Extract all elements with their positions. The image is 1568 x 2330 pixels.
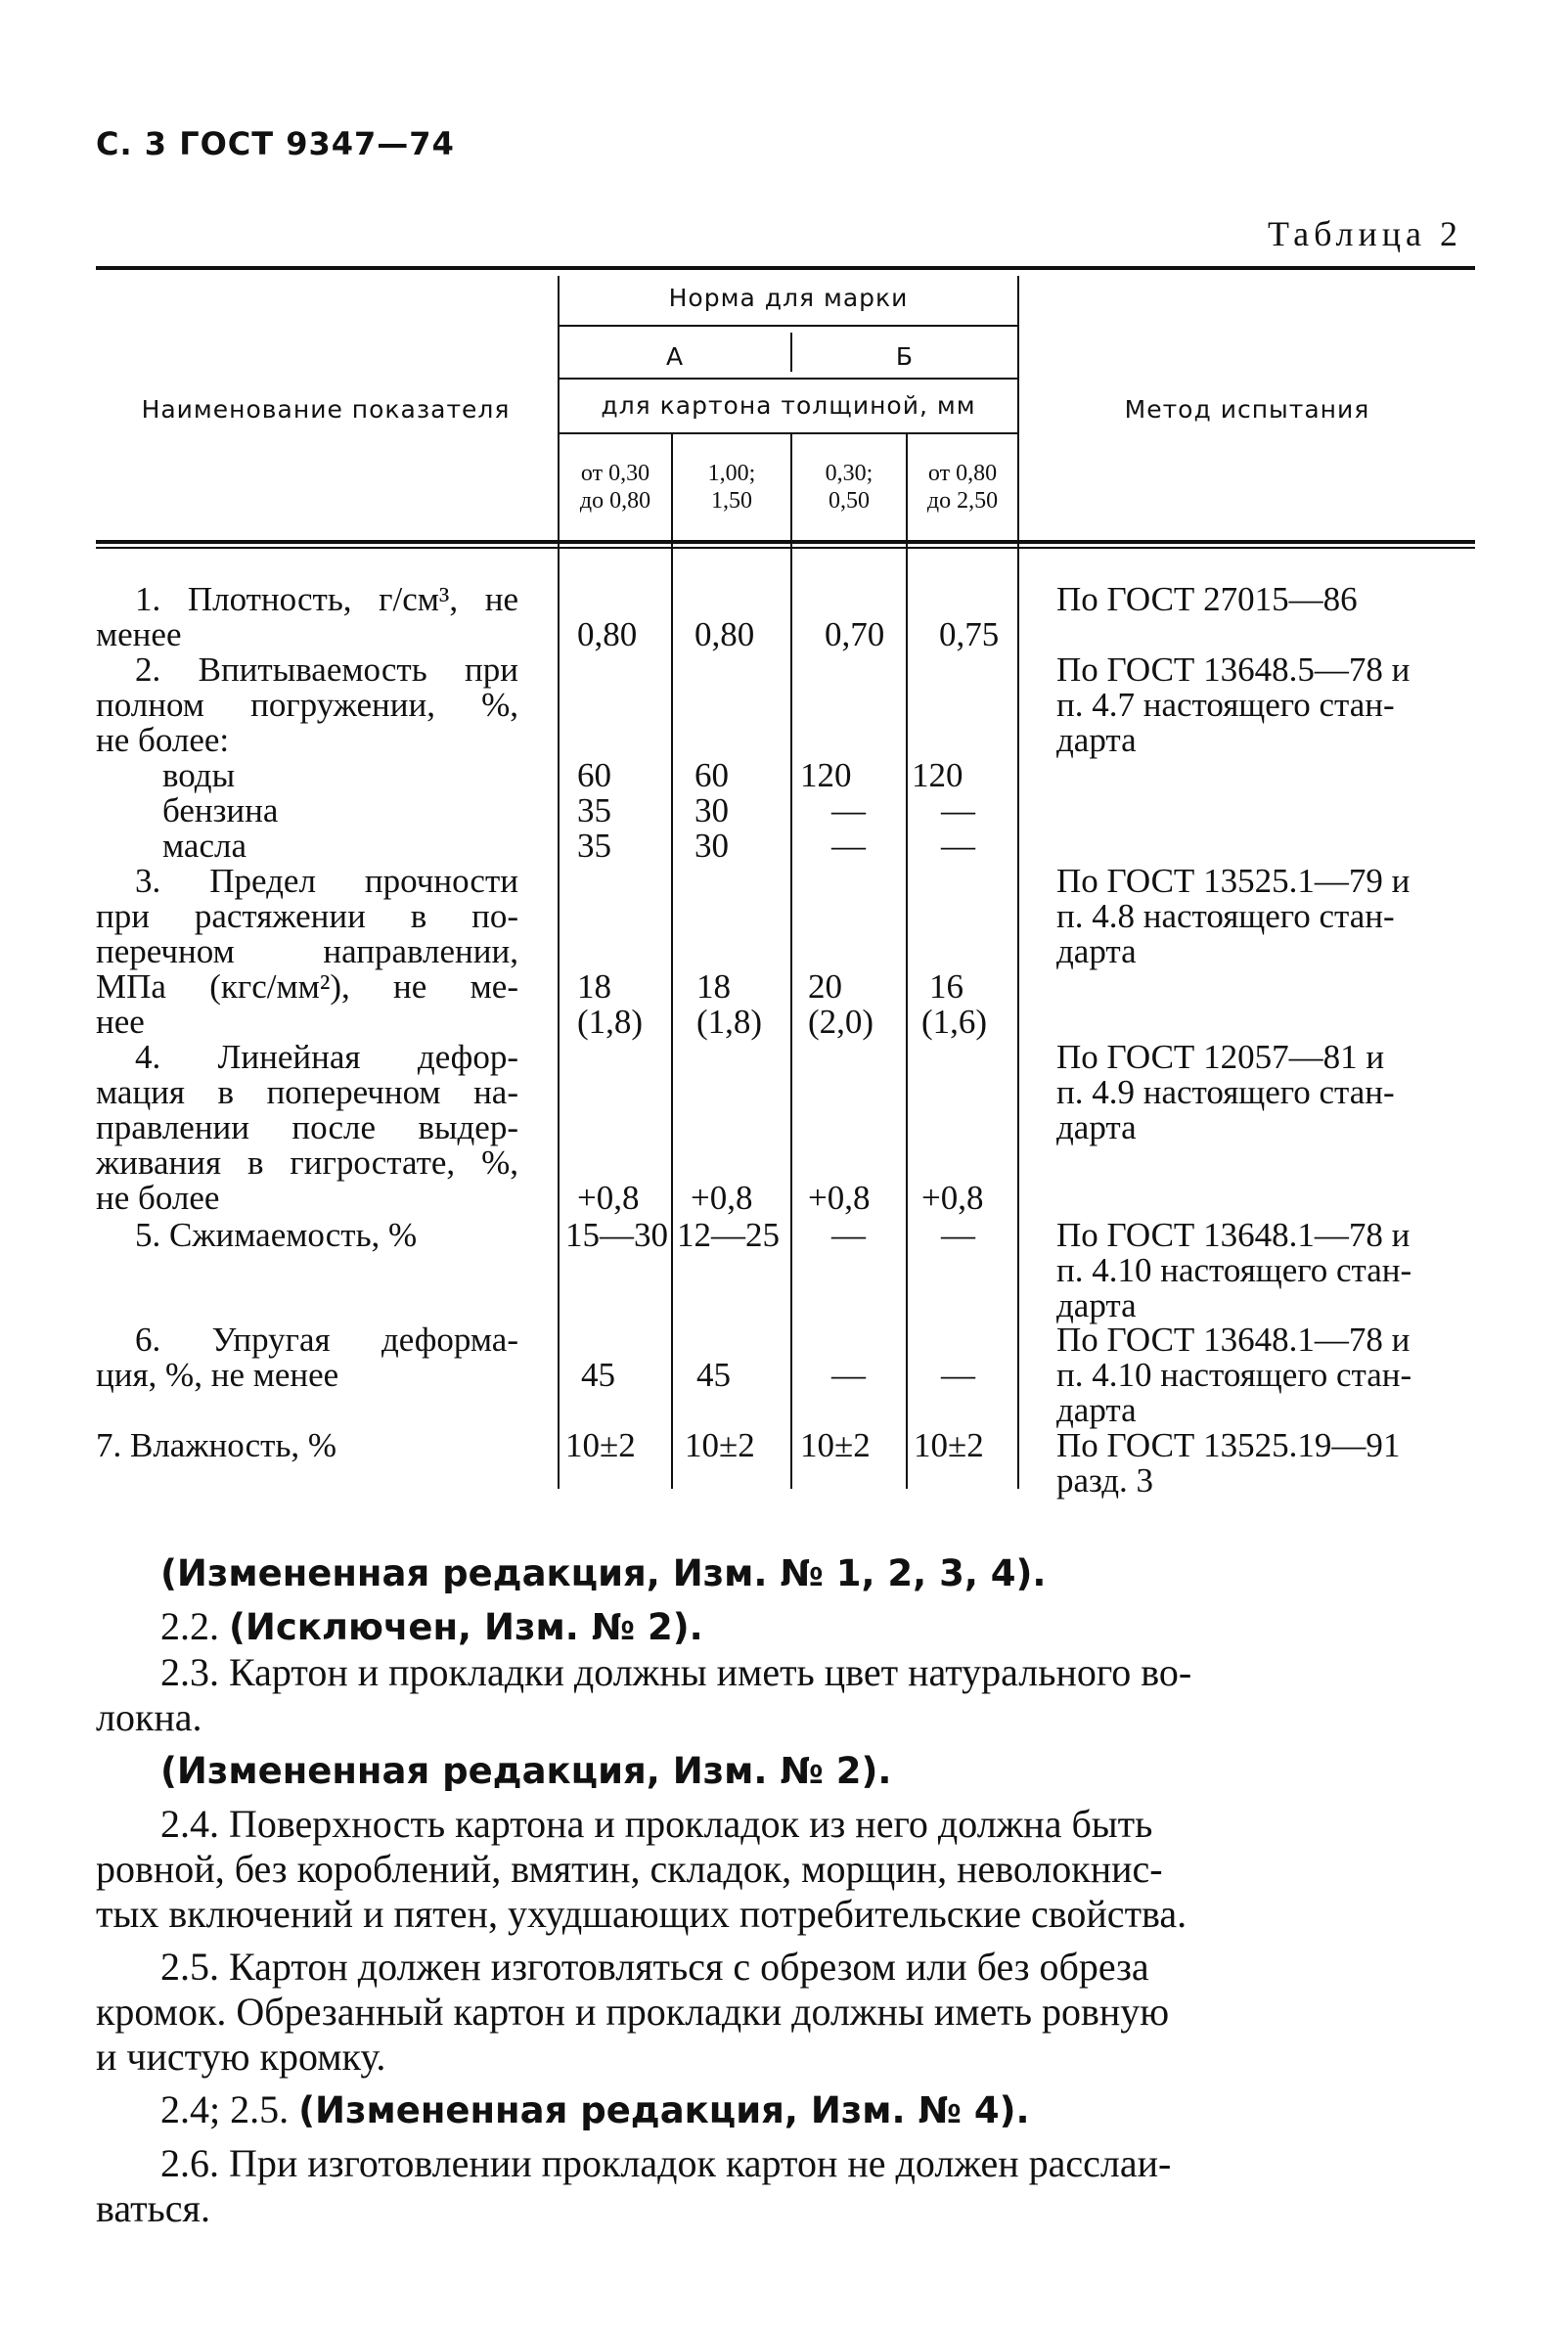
row-petrol-value-3: — xyxy=(831,791,866,829)
row-oil-value-3: — xyxy=(831,827,866,865)
row-7-value-4: 10±2 xyxy=(914,1426,984,1464)
row-oil-value-1: 35 xyxy=(577,827,611,865)
row-3-name: 3. Предел прочности при растяжении в по- перечном направлении, МПа (кгс/мм²), не ме- нее xyxy=(96,862,518,1041)
col-divider-2 xyxy=(671,434,673,1489)
clause-2-5-line-3: и чистую кромку. xyxy=(96,2035,386,2079)
header-grade-a: А xyxy=(665,342,685,371)
clause-2-3-line-1: 2.3. Картон и прокладки должны иметь цвет натурального во- xyxy=(160,1650,1192,1694)
row-6-name: 6. Упругая деформа- ция, %, не менее xyxy=(96,1321,518,1394)
clause-2-4-line-1: 2.4. Поверхность картона и прокладок из него должна быть xyxy=(160,1802,1153,1846)
row-6-value-3: — xyxy=(831,1356,866,1394)
row-6-method: По ГОСТ 13648.1—78 и п. 4.10 настоящего стан- дарта xyxy=(1056,1321,1412,1429)
row-water-value-4: 120 xyxy=(912,756,963,794)
row-6-value-1: 45 xyxy=(581,1356,615,1394)
amendment-note-2: (Измененная редакция, Изм. № 2). xyxy=(160,1750,892,1792)
row-4-value-1: +0,8 xyxy=(577,1179,640,1217)
col-divider-3 xyxy=(790,434,792,1489)
clause-2-4-line-3: тых включений и пятен, ухудшающих потребительские свойства. xyxy=(96,1892,1187,1936)
row-3-value-kgf-3: (2,0) xyxy=(808,1003,874,1041)
col-divider-1 xyxy=(558,276,560,1489)
row-petrol-value-4: — xyxy=(941,791,975,829)
row-1-value-4: 0,75 xyxy=(939,615,1000,653)
header-rule-grade xyxy=(558,378,1017,380)
row-7-value-3: 10±2 xyxy=(800,1426,871,1464)
row-petrol-name: бензина xyxy=(162,791,279,829)
row-2-method: По ГОСТ 13648.5—78 и п. 4.7 настоящего стан- дарта xyxy=(1056,650,1411,759)
row-3-value-kgf-4: (1,6) xyxy=(921,1003,988,1041)
header-method: Метод испытания xyxy=(1124,395,1370,424)
row-5-value-3: — xyxy=(831,1216,866,1254)
row-7-name: 7. Влажность, % xyxy=(96,1426,337,1464)
row-petrol-value-1: 35 xyxy=(577,791,611,829)
table-caption: Таблица 2 xyxy=(1268,214,1462,253)
row-3-method: По ГОСТ 13525.1—79 и п. 4.8 настоящего стан- дарта xyxy=(1056,862,1411,970)
header-indicator-name: Наименование показателя xyxy=(141,395,511,424)
header-norm: Норма для марки xyxy=(668,284,909,312)
row-3-value-kgf-2: (1,8) xyxy=(696,1003,763,1041)
table-top-rule xyxy=(96,266,1475,270)
row-1-value-2: 0,80 xyxy=(694,615,755,653)
clause-2-6-line-2: ваться. xyxy=(96,2186,210,2230)
row-oil-value-2: 30 xyxy=(694,827,729,865)
row-5-value-4: — xyxy=(941,1216,975,1254)
row-1-value-3: 0,70 xyxy=(825,615,885,653)
amendment-note-3: 2.4; 2.5. (Измененная редакция, Изм. № 4). xyxy=(160,2087,1030,2131)
clause-2-6-line-1: 2.6. При изготовлении прокладок картон не должен расслаи- xyxy=(160,2141,1172,2185)
row-3-value-3: 20 xyxy=(808,967,842,1006)
row-3-value-kgf-1: (1,8) xyxy=(577,1003,644,1041)
text-block xyxy=(96,1550,1475,2231)
row-1-name: 1. Плотность, г/см³, не менее xyxy=(96,580,518,653)
header-bottom-rule-2 xyxy=(96,547,1475,549)
row-6-value-4: — xyxy=(941,1356,975,1394)
clause-2-4-line-2: ровной, без короблений, вмятин, складок, морщин, неволокнис- xyxy=(96,1847,1163,1891)
row-1-method: По ГОСТ 27015—86 xyxy=(1056,580,1358,618)
row-oil-name: масла xyxy=(162,827,246,865)
row-7-method: По ГОСТ 13525.19—91 разд. 3 xyxy=(1056,1426,1401,1500)
row-4-value-2: +0,8 xyxy=(691,1179,753,1217)
header-grade-b: Б xyxy=(895,342,915,371)
clause-2-3-line-2: локна. xyxy=(96,1695,202,1739)
row-water-value-3: 120 xyxy=(800,756,852,794)
header-thickness: для картона толщиной, мм xyxy=(601,391,976,420)
thickness-col-4: от 0,80 до 2,50 xyxy=(926,461,999,514)
header-rule-thickness xyxy=(558,432,1017,434)
row-1-value-1: 0,80 xyxy=(577,615,638,653)
amendment-note-1: (Измененная редакция, Изм. № 1, 2, 3, 4). xyxy=(160,1552,1047,1594)
thickness-col-2: 1,00; 1,50 xyxy=(707,461,756,514)
row-water-value-2: 60 xyxy=(694,756,729,794)
clause-2-5-line-1: 2.5. Картон должен изготовляться с обрезом или без обреза xyxy=(160,1945,1149,1989)
thickness-col-3: 0,30; 0,50 xyxy=(825,461,874,514)
row-5-value-2: 12—25 xyxy=(677,1216,780,1254)
row-4-name: 4. Линейная дефор- мация в поперечном на- правлении после выдер- живания в гигростате, %, не более xyxy=(96,1038,518,1217)
row-7-value-1: 10±2 xyxy=(565,1426,636,1464)
row-3-value-2: 18 xyxy=(696,967,731,1006)
row-5-method: По ГОСТ 13648.1—78 и п. 4.10 настоящего стан- дарта xyxy=(1056,1216,1412,1324)
header-bottom-rule xyxy=(96,540,1475,544)
row-3-value-1: 18 xyxy=(577,967,611,1006)
header-rule-norm xyxy=(558,325,1017,327)
row-4-value-4: +0,8 xyxy=(921,1179,984,1217)
row-4-value-3: +0,8 xyxy=(808,1179,871,1217)
row-4-method: По ГОСТ 12057—81 и п. 4.9 настоящего стан- дарта xyxy=(1056,1038,1395,1146)
col-divider-4 xyxy=(906,434,908,1489)
clause-2-5-line-2: кромок. Обрезанный картон и прокладки должны иметь ровную xyxy=(96,1990,1170,2034)
clause-2-2: 2.2. (Исключен, Изм. № 2). xyxy=(160,1604,703,1648)
row-oil-value-4: — xyxy=(941,827,975,865)
col-divider-5 xyxy=(1017,276,1019,1489)
row-6-value-2: 45 xyxy=(696,1356,731,1394)
running-head: С. 3 ГОСТ 9347—74 xyxy=(96,125,455,162)
row-3-value-4: 16 xyxy=(929,967,963,1006)
row-7-value-2: 10±2 xyxy=(685,1426,755,1464)
row-5-value-1: 15—30 xyxy=(565,1216,668,1254)
thickness-col-1: от 0,30 до 0,80 xyxy=(579,461,651,514)
row-5-name: 5. Сжимаемость, % xyxy=(135,1216,418,1254)
row-2-name: 2. Впитываемость при полном погружении, %, не более: xyxy=(96,650,518,759)
row-water-name: воды xyxy=(162,756,236,794)
row-water-value-1: 60 xyxy=(577,756,611,794)
row-petrol-value-2: 30 xyxy=(694,791,729,829)
